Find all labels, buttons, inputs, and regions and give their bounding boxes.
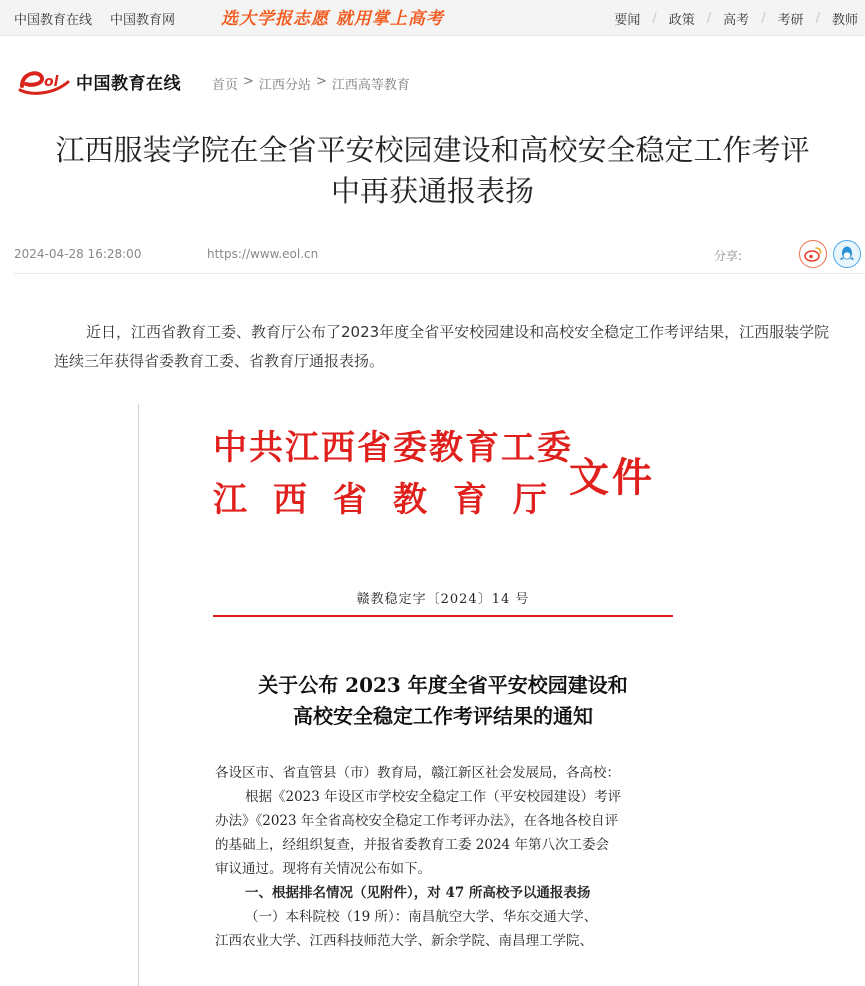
article-title-line2: 中再获通报表扬 bbox=[330, 174, 534, 208]
breadcrumb-higher-edu[interactable]: 江西高等教育 bbox=[331, 78, 410, 93]
nav-policy[interactable]: 政策 bbox=[668, 12, 695, 28]
qq-share-button[interactable] bbox=[833, 240, 861, 268]
doc-title-line1: 关于公布 2023 年度全省平安校园建设和 bbox=[258, 673, 628, 697]
meta-divider bbox=[14, 273, 865, 274]
qq-icon bbox=[839, 245, 855, 263]
doc-body-line: 根据《2023 年设区市学校安全稳定工作（平安校园建设）考评 bbox=[245, 789, 622, 805]
breadcrumb-separator: > bbox=[315, 74, 327, 89]
nav-divider: / bbox=[761, 10, 766, 26]
doc-body-line: 各设区市、省直管县（市）教育局，赣江新区社会发展局，各高校： bbox=[215, 765, 620, 781]
article-datetime: 2024-04-28 16:28:00 bbox=[14, 247, 142, 261]
logo-text: 中国教育在线 bbox=[76, 73, 181, 94]
doc-title bbox=[213, 670, 673, 732]
nav-teacher[interactable]: 教师 bbox=[831, 12, 858, 28]
breadcrumb-separator: > bbox=[243, 74, 254, 89]
article-source[interactable]: https://www.eol.cn bbox=[207, 247, 319, 261]
nav-kaoyan[interactable]: 考研 bbox=[777, 12, 804, 28]
top-link-edu-net[interactable]: 中国教育网 bbox=[110, 12, 176, 28]
weibo-icon bbox=[804, 246, 822, 262]
doc-body-heading: 一、根据排名情况（见附件），对 47 所高校予以通报表扬 bbox=[245, 885, 591, 901]
site-logo[interactable] bbox=[18, 62, 181, 100]
doc-title-line2: 高校安全稳定工作考评结果的通知 bbox=[293, 704, 593, 728]
doc-body-line: （一）本科院校（19 所）：南昌航空大学、华东交通大学、 bbox=[245, 909, 598, 925]
top-bar bbox=[0, 0, 865, 36]
share-label: 分享: bbox=[714, 249, 743, 263]
article-paragraph: 近日，江西省教育工委、教育厅公布了2023年度全省平安校园建设和高校安全稳定工作考评结果，江西服装学院连续三年获得省委教育工委、省教育厅通报表扬。 bbox=[54, 323, 830, 370]
eol-logo-mark bbox=[18, 64, 70, 98]
article-title bbox=[0, 130, 865, 212]
nav-news[interactable]: 要闻 bbox=[614, 12, 641, 28]
svg-text:ol: ol bbox=[44, 74, 59, 90]
doc-issuer-line2: 江西省教育厅 bbox=[213, 480, 573, 520]
document-image bbox=[138, 404, 718, 986]
doc-issuer-line1: 中共江西省委教育工委 bbox=[213, 428, 573, 468]
doc-body-line: 审议通过。现将有关情况公布如下。 bbox=[215, 861, 431, 877]
weibo-share-button[interactable] bbox=[799, 240, 827, 268]
nav-divider: / bbox=[652, 10, 657, 26]
doc-wenjian-mark: 文件 bbox=[569, 454, 655, 501]
doc-body-line: 江西农业大学、江西科技师范大学、新余学院、南昌理工学院、 bbox=[215, 933, 593, 949]
slogan-banner[interactable]: 选大学报志愿 就用掌上高考 bbox=[221, 9, 444, 29]
top-link-eol[interactable]: 中国教育在线 bbox=[14, 12, 93, 28]
article-title-line1: 江西服装学院在全省平安校园建设和高校安全稳定工作考评 bbox=[55, 133, 810, 167]
nav-divider: / bbox=[815, 10, 820, 26]
nav-divider: / bbox=[706, 10, 712, 26]
doc-number: 赣教稳定字〔2024〕14 号 bbox=[356, 592, 530, 607]
doc-body-line: 的基础上，经组织复查，并报省委教育工委 2024 年第八次工委会 bbox=[215, 837, 609, 853]
doc-body-line: 办法》《2023 年全省高校安全稳定工作考评办法》，在各地各校自评 bbox=[215, 813, 619, 829]
nav-gaokao[interactable]: 高考 bbox=[723, 12, 750, 28]
top-links bbox=[14, 0, 175, 36]
doc-red-rule bbox=[213, 615, 673, 617]
breadcrumb-home[interactable]: 首页 bbox=[212, 78, 239, 93]
top-nav bbox=[614, 0, 865, 36]
doc-body bbox=[215, 761, 675, 953]
breadcrumb-jiangxi[interactable]: 江西分站 bbox=[258, 78, 311, 93]
breadcrumb bbox=[212, 74, 410, 93]
